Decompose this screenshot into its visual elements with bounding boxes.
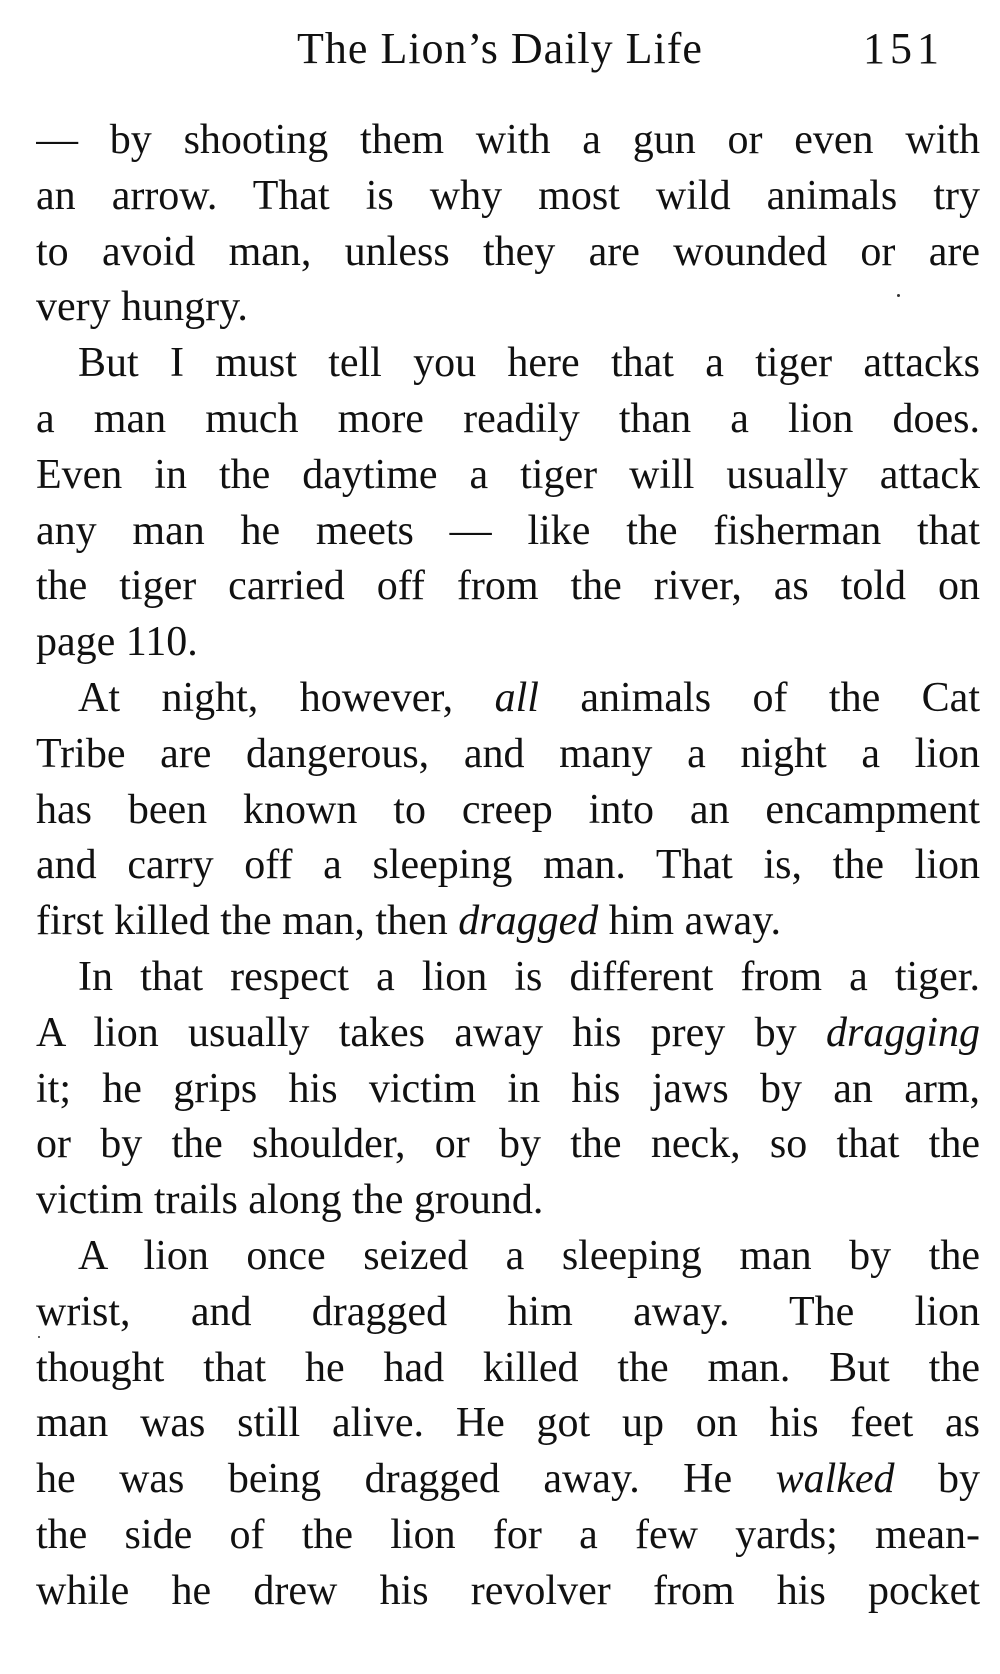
- text-line: [36, 1452, 980, 1508]
- page-number: 151: [863, 24, 944, 73]
- text-line: page 110.: [36, 619, 198, 666]
- text-run: animals of the Cat: [538, 674, 980, 721]
- text-run: first killed the man, then: [36, 898, 459, 945]
- text-line: and carry off a sleeping man. That is, the lion: [36, 842, 980, 889]
- text-run: by: [894, 1456, 980, 1503]
- running-title: The Lion’s Daily Life: [297, 24, 703, 73]
- text-line: wrist, and dragged him away. The lion: [36, 1288, 980, 1335]
- text-line: man was still alive. He got up on his feet as: [36, 1400, 980, 1447]
- text-line: an arrow. That is why most wild animals try: [36, 172, 980, 219]
- text-line: Even in the daytime a tiger will usually attack: [36, 451, 980, 498]
- text-line: victim trails along the ground.: [36, 1177, 544, 1224]
- print-speck: [897, 294, 900, 297]
- text-run: he was being dragged away. He: [36, 1456, 776, 1503]
- text-line: any man he meets — like the fisherman that: [36, 507, 980, 554]
- text-line: to avoid man, unless they are wounded or are: [36, 228, 980, 275]
- body-text: [36, 113, 980, 1620]
- text-line: [36, 894, 980, 950]
- text-line: it; he grips his victim in his jaws by an arm,: [36, 1065, 980, 1112]
- text-line: while he drew his revolver from his pocket: [36, 1567, 980, 1614]
- text-line: Tribe are dangerous, and many a night a lion: [36, 730, 980, 777]
- text-line: But I must tell you here that a tiger attacks: [78, 340, 980, 387]
- italic-text: all: [494, 674, 539, 721]
- text-line: or by the shoulder, or by the neck, so that the: [36, 1121, 980, 1168]
- print-speck: [38, 1336, 40, 1338]
- text-line: In that respect a lion is different from a tiger.: [78, 953, 980, 1000]
- italic-text: dragging: [825, 1009, 980, 1056]
- text-line: thought that he had killed the man. But the: [36, 1344, 980, 1391]
- text-line: — by shooting them with a gun or even with: [36, 117, 980, 163]
- italic-text: walked: [775, 1456, 895, 1503]
- text-line: the tiger carried off from the river, as told on: [36, 563, 980, 610]
- text-line: A lion once seized a sleeping man by the: [78, 1232, 980, 1279]
- text-line: [36, 1006, 980, 1062]
- text-line: the side of the lion for a few yards; mean-: [36, 1511, 980, 1558]
- text-run: him away.: [598, 898, 781, 945]
- italic-text: dragged: [458, 898, 599, 945]
- text-line: [36, 671, 980, 727]
- text-run: At night, however,: [78, 674, 495, 721]
- text-line: very hungry.: [36, 284, 248, 331]
- text-line: has been known to creep into an encampment: [36, 786, 980, 833]
- text-line: a man much more readily than a lion does.: [36, 395, 980, 442]
- running-head: [0, 14, 1000, 84]
- text-run: A lion usually takes away his prey by: [36, 1009, 826, 1056]
